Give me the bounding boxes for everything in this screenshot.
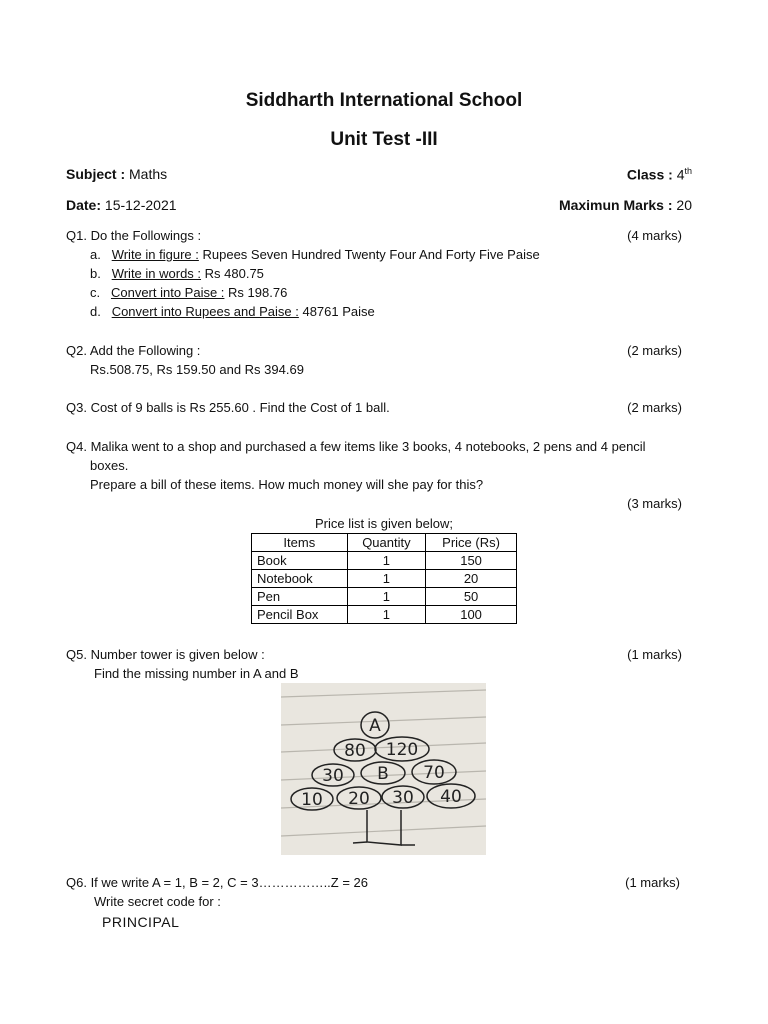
q1-marks: (4 marks) xyxy=(627,228,682,243)
tower-cell: 70 xyxy=(423,763,445,783)
date-line xyxy=(66,197,177,213)
tower-cell: 30 xyxy=(322,766,344,786)
tower-cell: 40 xyxy=(440,787,462,807)
q5-title: Q5. Number tower is given below : xyxy=(66,647,265,662)
q1-item-letter: b. xyxy=(90,266,101,281)
q1-item-letter: c. xyxy=(90,285,101,300)
max-marks-label: Maximun Marks : xyxy=(558,197,673,213)
subject-label: Subject : xyxy=(66,166,126,182)
class-line xyxy=(627,166,692,183)
q4-line2: boxes. xyxy=(90,458,129,473)
column-header: Items xyxy=(252,534,348,552)
column-header: Price (Rs) xyxy=(426,534,517,552)
table-cell: 1 xyxy=(347,570,425,588)
q1-item-b xyxy=(90,266,264,281)
column-header: Quantity xyxy=(347,534,425,552)
q1-item-text: 48761 Paise xyxy=(298,304,375,319)
table-row xyxy=(252,570,517,588)
q1-item-text: Rs 480.75 xyxy=(201,266,264,281)
date-label: Date: xyxy=(66,197,102,213)
class-label: Class : xyxy=(626,166,673,183)
q3-marks: (2 marks) xyxy=(627,400,682,415)
subject-value: Maths xyxy=(129,166,168,182)
tower-cell: 10 xyxy=(301,790,323,810)
price-table xyxy=(251,533,517,624)
q1-item-c xyxy=(90,285,287,300)
tower-cell: 30 xyxy=(392,788,414,808)
table-cell: Notebook xyxy=(252,570,348,588)
q1-item-prompt: Convert into Rupees and Paise : xyxy=(111,304,299,319)
q6-marks: (1 marks) xyxy=(625,875,680,890)
q1-item-a xyxy=(90,247,540,262)
class-value: 4 xyxy=(676,166,685,183)
tower-top: A xyxy=(369,716,381,736)
q1-title: Q1. Do the Followings : xyxy=(66,228,202,243)
number-tower-photo xyxy=(281,683,486,855)
table-row xyxy=(252,588,517,606)
q4-line1: Q4. Malika went to a shop and purchased a few items like 3 books, 4 notebooks, 2 pens and 4 pencil xyxy=(66,439,646,454)
tower-cell: 20 xyxy=(348,789,370,809)
table-cell: 20 xyxy=(426,570,517,588)
table-cell: 50 xyxy=(426,588,517,606)
table-cell: Pencil Box xyxy=(252,606,348,624)
class-sup: th xyxy=(684,166,692,176)
subject-line xyxy=(66,166,167,182)
date-value: 15-12-2021 xyxy=(104,197,177,213)
max-marks-line xyxy=(559,197,692,213)
max-marks-value: 20 xyxy=(676,197,692,213)
q5-line: Find the missing number in A and B xyxy=(94,666,299,681)
table-cell: 1 xyxy=(347,552,425,570)
price-list-caption: Price list is given below; xyxy=(315,516,453,531)
table-row xyxy=(252,552,517,570)
school-name: Siddharth International School xyxy=(245,90,523,111)
q2-marks: (2 marks) xyxy=(627,343,682,358)
q1-item-prompt: Write in words : xyxy=(111,266,202,281)
q4-line3: Prepare a bill of these items. How much money will she pay for this? xyxy=(90,477,484,492)
q3-title: Q3. Cost of 9 balls is Rs 255.60 . Find the Cost of 1 ball. xyxy=(66,400,390,415)
q1-item-letter: a. xyxy=(90,247,101,262)
q4-marks: (3 marks) xyxy=(627,496,682,511)
table-cell: Book xyxy=(252,552,348,570)
table-cell: 150 xyxy=(426,552,517,570)
q1-item-text: Rupees Seven Hundred Twenty Four And Forty Five Paise xyxy=(198,247,540,262)
q1-item-letter: d. xyxy=(90,304,101,319)
table-header-row xyxy=(252,534,517,552)
q6-secret-word: PRINCIPAL xyxy=(102,914,180,930)
tower-cell: 80 xyxy=(344,741,366,761)
table-cell: Pen xyxy=(252,588,348,606)
table-cell: 1 xyxy=(347,588,425,606)
q2-line: Rs.508.75, Rs 159.50 and Rs 394.69 xyxy=(90,362,304,377)
q5-marks: (1 marks) xyxy=(627,647,682,662)
q1-item-prompt: Convert into Paise : xyxy=(110,285,225,300)
q1-item-prompt: Write in figure : xyxy=(111,247,199,262)
q1-item-text: Rs 198.76 xyxy=(224,285,288,300)
q6-title: Q6. If we write A = 1, B = 2, C = 3……………..Z = 26 xyxy=(66,875,369,890)
tower-cell: B xyxy=(377,764,389,784)
q2-title: Q2. Add the Following : xyxy=(66,343,201,358)
q1-item-d xyxy=(90,304,375,319)
test-title: Unit Test -III xyxy=(330,129,438,150)
table-row xyxy=(252,606,517,624)
tower-cell: 120 xyxy=(385,740,419,760)
table-cell: 1 xyxy=(347,606,425,624)
q6-line: Write secret code for : xyxy=(94,894,221,909)
table-cell: 100 xyxy=(426,606,517,624)
